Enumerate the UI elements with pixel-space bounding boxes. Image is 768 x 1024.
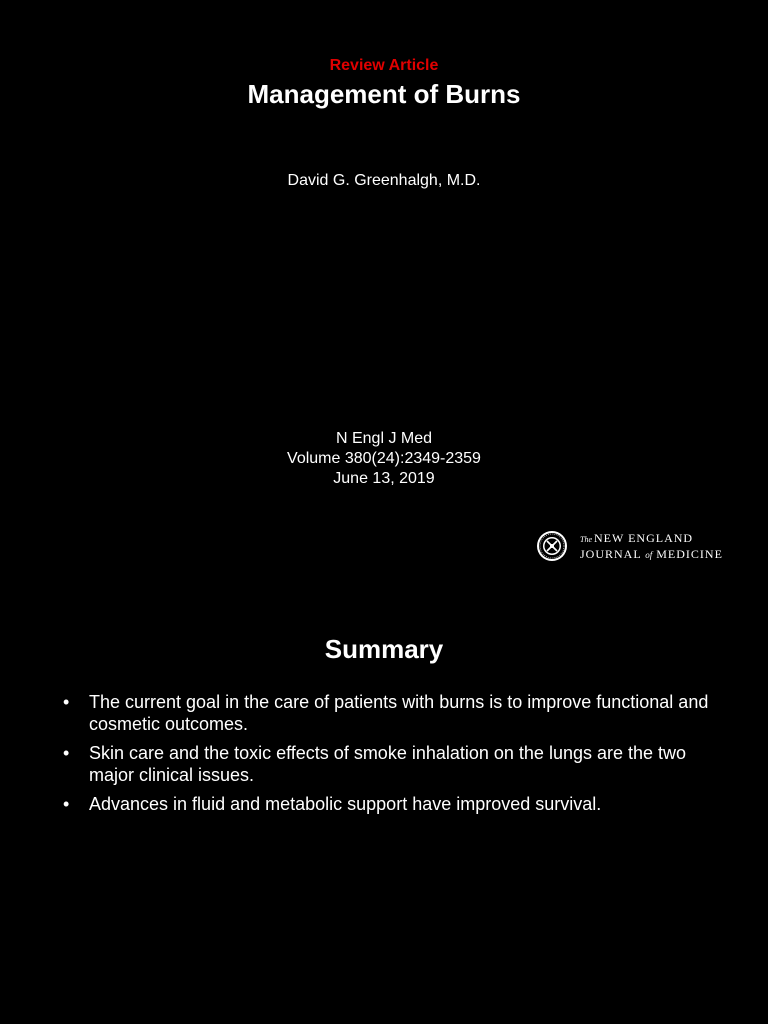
summary-heading: Summary <box>324 634 444 664</box>
article-type-label: Review Article <box>329 57 439 74</box>
journal-seal-icon <box>536 530 568 562</box>
list-item <box>60 793 710 815</box>
article-title: Management of Burns <box>247 79 521 109</box>
wordmark-of: of <box>645 549 653 560</box>
journal-logo <box>536 528 746 564</box>
citation-journal: N Engl J Med <box>335 430 433 447</box>
summary-list <box>60 691 710 822</box>
author-name: David G. Greenhalgh, M.D. <box>287 172 481 189</box>
summary-item-text: Advances in fluid and metabolic support have improved survival. <box>89 794 602 814</box>
wordmark-the: The <box>580 534 592 544</box>
summary-item-text: Skin care and the toxic effects of smoke inhalation on the lungs are the two major clinical issues. <box>89 743 687 785</box>
bullet-icon: • <box>63 794 70 814</box>
citation-date: June 13, 2019 <box>333 470 435 487</box>
list-item <box>60 691 710 735</box>
citation-block <box>0 429 768 489</box>
journal-wordmark <box>580 531 723 562</box>
bullet-icon: • <box>63 692 70 712</box>
wordmark-journal: JOURNAL <box>580 546 642 561</box>
list-item <box>60 742 710 786</box>
citation-volume: Volume 380(24):2349-2359 <box>287 450 481 467</box>
bullet-icon: • <box>63 743 70 763</box>
wordmark-medicine: MEDICINE <box>656 546 723 561</box>
summary-item-text: The current goal in the care of patients with burns is to improve functional and cosmetic outcomes. <box>89 692 709 734</box>
wordmark-new-england: NEW ENGLAND <box>594 530 694 545</box>
